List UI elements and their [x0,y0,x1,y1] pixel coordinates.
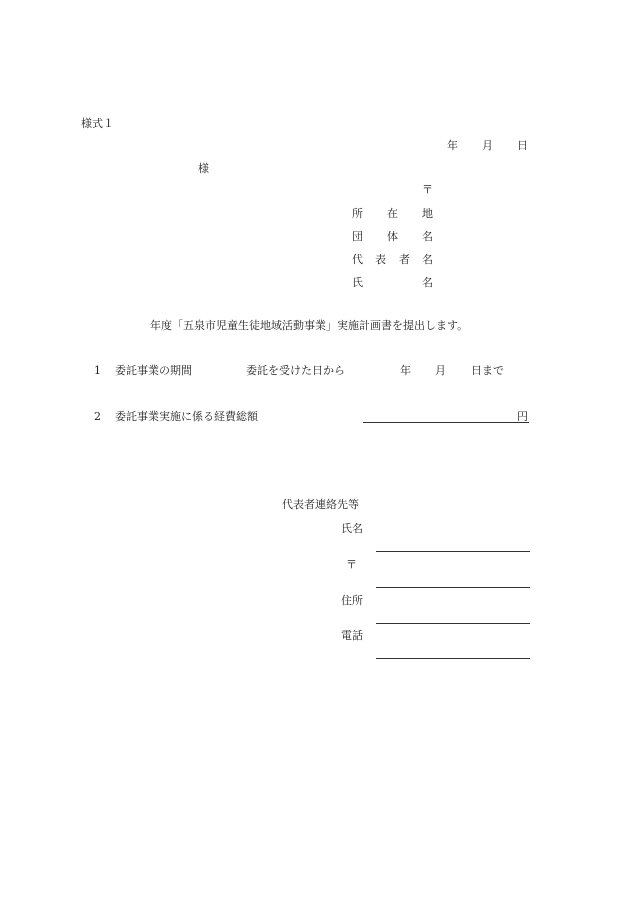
item-1-until: 日まで [471,364,504,377]
contact-postal-mark: 〒 [346,558,357,571]
representative-label-char: 代 [352,253,363,266]
item-1-month: 月 [435,364,446,377]
total-cost-unit: 円 [517,410,528,423]
total-cost-underline-tail [517,422,529,423]
submission-statement: 年度「五泉市児童生徒地域活動事業」実施計画書を提出します。 [150,319,469,332]
contact-name-label: 氏名 [341,522,363,535]
addressee-suffix: 様 [198,162,209,175]
name-label-char: 氏 [352,276,363,289]
contact-title: 代表者連絡先等 [282,498,359,511]
contact-phone-field[interactable] [376,658,530,659]
item-1-year: 年 [400,364,411,377]
address-label-char: 所 [352,207,363,220]
date-year-label: 年 [447,139,458,152]
contact-phone-label: 電話 [341,629,363,642]
item-1-label: 委託事業の期間 [115,364,192,377]
total-cost-field[interactable] [363,422,517,423]
item-1-number: 1 [94,364,101,377]
date-day-label: 日 [517,139,528,152]
representative-label-char: 名 [422,253,433,266]
name-label-char: 名 [422,276,433,289]
contact-name-field[interactable] [376,551,530,552]
address-label-char: 地 [422,207,433,220]
contact-address-label: 住所 [341,594,363,607]
contact-postal-field[interactable] [376,587,530,588]
item-2-number: 2 [94,410,101,423]
item-2-label: 委託事業実施に係る経費総額 [115,410,258,423]
representative-label-char: 表 [375,253,386,266]
representative-label-char: 者 [399,253,410,266]
contact-address-field[interactable] [376,623,530,624]
date-month-label: 月 [482,139,493,152]
organization-label-char: 団 [352,230,363,243]
form-number-label: 様式１ [81,117,114,130]
item-1-from: 委託を受けた日から [246,364,345,377]
address-label-char: 在 [387,207,398,220]
applicant-postal-mark: 〒 [422,183,433,196]
organization-label-char: 体 [387,230,398,243]
organization-label-char: 名 [422,230,433,243]
